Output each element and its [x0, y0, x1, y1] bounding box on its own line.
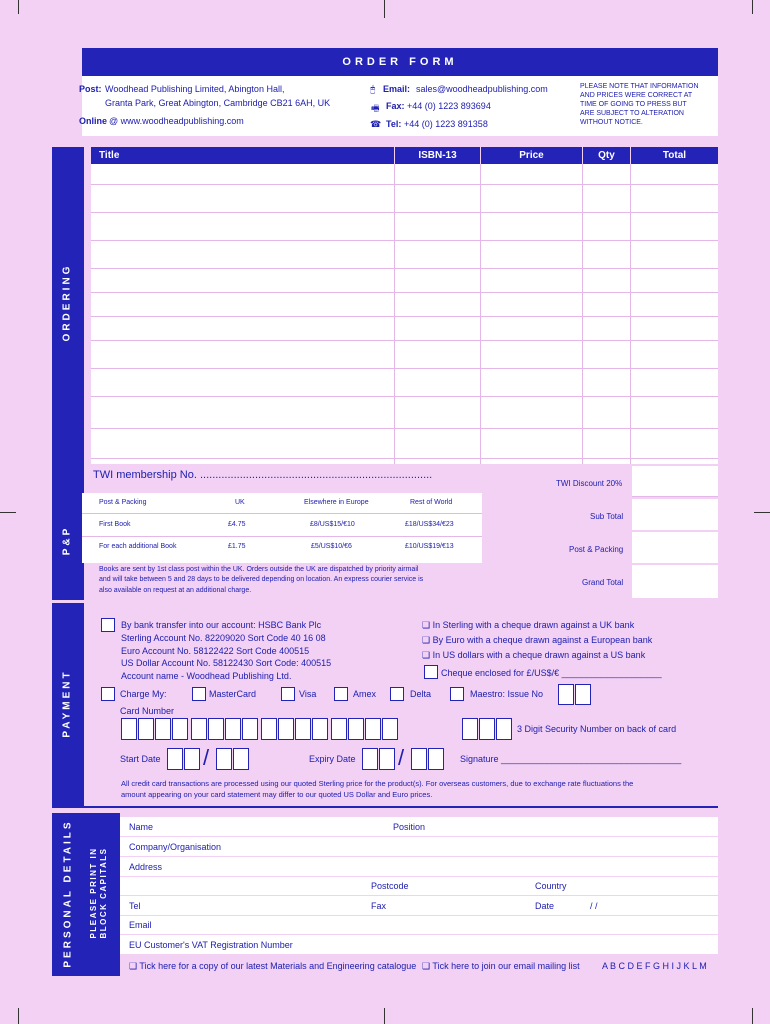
- pp-cell: £10/US$19/€13: [405, 543, 454, 550]
- col-price: Price: [481, 147, 582, 164]
- country-field[interactable]: Country: [535, 881, 567, 891]
- post-line2: Granta Park, Great Abington, Cambridge CB21 6AH, UK: [105, 98, 331, 108]
- tel-field[interactable]: Tel: [129, 901, 141, 911]
- email-field[interactable]: Email: [129, 920, 152, 930]
- pp-cell: £8/US$15/€10: [310, 521, 355, 528]
- order-row[interactable]: [91, 192, 718, 213]
- bank-line: Account name - Woodhead Publishing Ltd.: [121, 671, 292, 681]
- pp-header: Elsewhere in Europe: [304, 499, 369, 506]
- security-label: 3 Digit Security Number on back of card: [517, 724, 677, 734]
- security-digit[interactable]: [496, 718, 512, 740]
- mailing-list-checkbox[interactable]: ❑ Tick here to join our email mailing list: [422, 961, 580, 971]
- card-number-digit[interactable]: [172, 718, 188, 740]
- discount-field[interactable]: [632, 466, 718, 497]
- order-row[interactable]: [91, 272, 718, 293]
- vat-field[interactable]: EU Customer's VAT Registration Number: [129, 940, 293, 950]
- visa-checkbox[interactable]: [281, 687, 295, 701]
- ordering-label: ORDERING: [61, 263, 73, 342]
- card-number-digit[interactable]: [331, 718, 347, 740]
- personal-label: PERSONAL DETAILS: [62, 819, 74, 968]
- expiry-date-label: Expiry Date: [309, 754, 356, 764]
- note-line: PLEASE NOTE THAT INFORMATION: [580, 83, 699, 90]
- pp-cell: £5/US$10/€6: [311, 543, 352, 550]
- charge-label: Charge My:: [120, 689, 167, 699]
- date-separator: /: [203, 745, 210, 770]
- tel-label: Tel:: [386, 119, 402, 129]
- col-qty: Qty: [583, 147, 630, 164]
- amex-checkbox[interactable]: [334, 687, 348, 701]
- fax-icon: 🖷: [371, 103, 380, 113]
- mastercard-checkbox[interactable]: [192, 687, 206, 701]
- note-line: TIME OF GOING TO PRESS BUT: [580, 101, 687, 108]
- start-date-digit[interactable]: [233, 748, 249, 770]
- pp-cell: £4.75: [228, 521, 246, 528]
- pp-label: P&P: [61, 525, 73, 556]
- col-isbn: ISBN-13: [395, 147, 480, 164]
- name-field[interactable]: Name: [129, 822, 154, 832]
- date-field[interactable]: Date: [535, 901, 555, 911]
- card-number-digit[interactable]: [138, 718, 154, 740]
- maestro-label: Maestro: Issue No: [470, 689, 544, 699]
- expiry-date-digit[interactable]: [362, 748, 378, 770]
- fax-number: +44 (0) 1223 893694: [407, 101, 491, 111]
- position-field[interactable]: Position: [393, 822, 426, 832]
- online-url[interactable]: @ www.woodheadpublishing.com: [109, 116, 244, 126]
- pp-note: also available on request at an additional charge.: [99, 587, 252, 594]
- pp-cell: For each additional Book: [99, 543, 177, 550]
- pp-cell: £18/US$34/€23: [405, 521, 454, 528]
- pp-sidebar: [52, 490, 84, 600]
- tel-number: +44 (0) 1223 891358: [404, 119, 488, 129]
- post-line1: Woodhead Publishing Limited, Abington Hall,: [105, 84, 285, 94]
- bank-transfer-checkbox[interactable]: [101, 618, 115, 632]
- delta-checkbox[interactable]: [390, 687, 404, 701]
- order-row[interactable]: [91, 220, 718, 241]
- payment-note: amount appearing on your card statement may differ to our quoted US Dollar and Euro prices.: [121, 790, 433, 799]
- payment-note: All credit card transactions are processed using our quoted Sterling price for the product(s). For overseas customers, due to exchange rate fluctuations the: [121, 779, 634, 788]
- personal-sidebar: [52, 813, 84, 976]
- subtotal-field[interactable]: [632, 499, 718, 530]
- note-line: AND PRICES WERE CORRECT AT: [580, 92, 693, 99]
- card-number-digit[interactable]: [121, 718, 137, 740]
- fax-field[interactable]: Fax: [371, 901, 387, 911]
- card-number-digit[interactable]: [382, 718, 398, 740]
- card-number-digit[interactable]: [312, 718, 328, 740]
- payment-label: PAYMENT: [61, 669, 73, 738]
- pp-header: Rest of World: [410, 499, 453, 506]
- bank-line: US Dollar Account No. 58122430 Sort Code: 400515: [121, 658, 332, 668]
- cheque-sterling-option[interactable]: ❑ In Sterling with a cheque drawn against a UK bank: [422, 620, 635, 630]
- card-number-digit[interactable]: [348, 718, 364, 740]
- issue-no-digit[interactable]: [558, 684, 574, 705]
- caps-line: BLOCK CAPITALS: [99, 847, 108, 939]
- order-row[interactable]: [91, 248, 718, 269]
- expiry-date-digit[interactable]: [428, 748, 444, 770]
- delta-label: Delta: [410, 689, 432, 699]
- subtotal-label: Sub Total: [590, 512, 624, 521]
- page-letters: A B C D E F G H I J K L M: [602, 961, 707, 971]
- start-date-label: Start Date: [120, 754, 161, 764]
- pp-header: UK: [235, 499, 245, 506]
- pp-note: and will take between 5 and 28 days to be delivered depending on location. An express courier service is: [99, 576, 424, 583]
- note-line: WITHOUT NOTICE.: [580, 119, 643, 126]
- expiry-date-digit[interactable]: [379, 748, 395, 770]
- card-number-digit[interactable]: [365, 718, 381, 740]
- expiry-date-digit[interactable]: [411, 748, 427, 770]
- note-line: ARE SUBJECT TO ALTERATION: [580, 110, 684, 117]
- twi-membership-field[interactable]: TWI membership No. ............................................................................: [93, 469, 433, 481]
- card-number-digit[interactable]: [261, 718, 277, 740]
- pp-cell: £1.75: [228, 543, 246, 550]
- pp-note: Books are sent by 1st class post within the UK. Orders outside the UK are dispatched by priority airmail: [99, 566, 419, 573]
- print-line: PLEASE PRINT IN: [89, 847, 98, 939]
- print-notice-text: [89, 823, 109, 963]
- card-number-digit[interactable]: [295, 718, 311, 740]
- card-number-digit[interactable]: [208, 718, 224, 740]
- address-field[interactable]: Address: [129, 862, 163, 872]
- email-address[interactable]: sales@woodheadpublishing.com: [416, 84, 548, 94]
- card-number-label: Card Number: [120, 706, 175, 716]
- print-notice: [84, 813, 120, 976]
- card-number-digit[interactable]: [278, 718, 294, 740]
- pp-cell: First Book: [99, 521, 131, 528]
- card-number-digit[interactable]: [242, 718, 258, 740]
- discount-label: TWI Discount 20%: [556, 479, 623, 488]
- order-row[interactable]: [91, 296, 718, 317]
- pp-header: Post & Packing: [99, 499, 147, 506]
- contact-panel: [79, 76, 718, 136]
- cheque-enclosed-field[interactable]: Cheque enclosed for £/US$/€ ____________________: [441, 668, 662, 678]
- date-slashes: / /: [590, 901, 598, 911]
- order-row[interactable]: [91, 438, 718, 459]
- order-row[interactable]: [91, 320, 718, 341]
- form-title: ORDER FORM: [82, 48, 718, 76]
- fax-label: Fax:: [386, 101, 405, 111]
- payment-sidebar: [52, 603, 84, 808]
- amex-label: Amex: [353, 689, 377, 699]
- charge-checkbox[interactable]: [101, 687, 115, 701]
- postcode-field[interactable]: Postcode: [371, 881, 409, 891]
- signature-field[interactable]: Signature ____________________________________: [460, 754, 682, 764]
- order-row[interactable]: [91, 348, 718, 369]
- col-total: Total: [631, 147, 718, 164]
- security-digit[interactable]: [479, 718, 495, 740]
- card-number-digit[interactable]: [155, 718, 171, 740]
- personal-form: [120, 817, 718, 954]
- online-label: Online: [79, 116, 108, 126]
- date-separator: /: [398, 745, 405, 770]
- order-row[interactable]: [91, 376, 718, 397]
- cheque-euro-option[interactable]: ❑ By Euro with a cheque drawn against a European bank: [422, 635, 653, 645]
- card-number-digit[interactable]: [225, 718, 241, 740]
- issue-no-digit[interactable]: [575, 684, 591, 705]
- bank-line: By bank transfer into our account: HSBC Bank Plc: [121, 620, 322, 630]
- mastercard-label: MasterCard: [209, 689, 257, 699]
- bank-line: Euro Account No. 58122422 Sort Code 400515: [121, 646, 310, 656]
- order-row[interactable]: [91, 408, 718, 429]
- cheque-enclosed-checkbox[interactable]: [424, 665, 438, 679]
- maestro-checkbox[interactable]: [450, 687, 464, 701]
- grand-total-label: Grand Total: [582, 578, 624, 587]
- pp-total-label: Post & Packing: [569, 545, 624, 554]
- start-date-digit[interactable]: [216, 748, 232, 770]
- card-number-digit[interactable]: [191, 718, 207, 740]
- bank-line: Sterling Account No. 82209020 Sort Code 40 16 08: [121, 633, 326, 643]
- pp-table: [82, 493, 482, 563]
- email-label: Email:: [383, 84, 411, 94]
- cheque-usd-option[interactable]: ❑ In US dollars with a cheque drawn against a US bank: [422, 650, 646, 660]
- company-field[interactable]: Company/Organisation: [129, 842, 222, 852]
- grand-total-field[interactable]: [632, 565, 718, 598]
- start-date-digit[interactable]: [167, 748, 183, 770]
- phone-icon: ☎: [370, 119, 382, 129]
- catalogue-checkbox[interactable]: ❑ Tick here for a copy of our latest Materials and Engineering catalogue: [129, 961, 417, 971]
- start-date-digit[interactable]: [184, 748, 200, 770]
- col-title: Title: [91, 147, 394, 164]
- mouse-icon: 🖰: [370, 84, 376, 94]
- pp-field[interactable]: [632, 532, 718, 563]
- security-digit[interactable]: [462, 718, 478, 740]
- order-row[interactable]: [91, 164, 718, 185]
- post-label: Post:: [79, 84, 102, 94]
- visa-label: Visa: [299, 689, 317, 699]
